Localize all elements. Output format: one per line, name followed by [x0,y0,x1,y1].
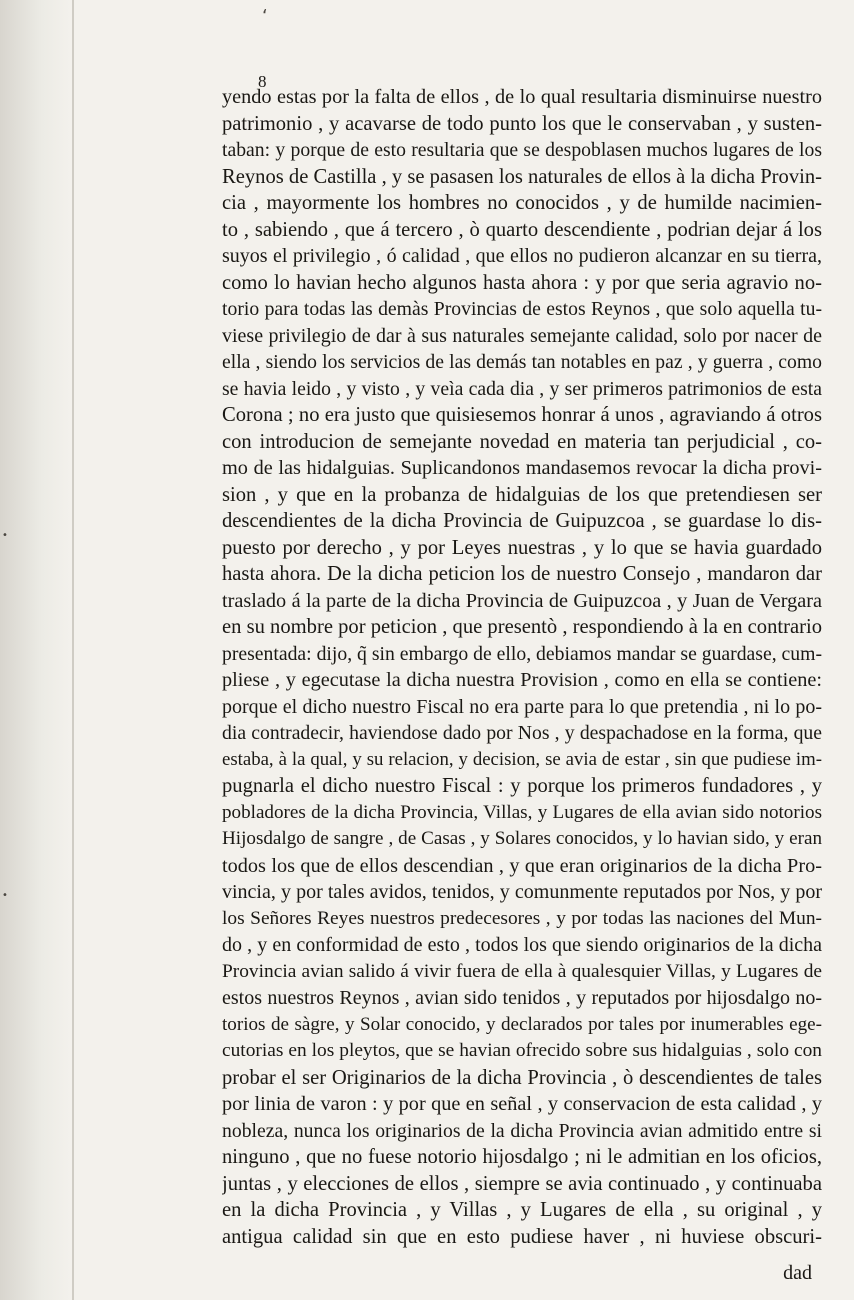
text-line: como lo havian hecho algunos hasta ahora : y por que seria agravio no- [222,271,822,294]
text-line: antigua calidad sin que en esto pudiese haver , ni huviese obscuri- [222,1225,822,1248]
text-line: nobleza, nunca los originarios de la dicha Provincia avian admitido entre si [222,1119,822,1142]
text-line: estos nuestros Reynos , avian sido tenidos , y reputados por hijosdalgo no- [222,987,822,1009]
text-line: pobladores de la dicha Provincia, Villas, y Lugares de ella avian sido notorios [222,801,822,823]
text-line: juntas , y elecciones de ellos , siempre se avia continuado , y continuaba [222,1172,822,1195]
spine-edge [72,0,74,1300]
text-line: estaba, à la qual, y su relacion, y decision, se avia de estar , sin que pudiese im- [222,748,822,770]
text-line: sion , y que en la probanza de hidalguias de los que pretendiesen ser [222,483,822,506]
text-line: cia , mayormente los hombres no conocidos , y de humilde nacimien- [222,192,822,214]
text-line: se havia leido , y visto , y veìa cada dia , y ser primeros patrimonios de esta [222,377,822,400]
text-line: torios de sàgre, y Solar conocido, y declarados por tales por inumerables ege- [222,1013,822,1035]
text-line: to , sabiendo , que á tercero , ò quarto descendiente , podrian dejar á los [222,218,822,241]
text-line: ninguno , que no fuese notorio hijosdalgo ; ni le admitian en los oficios, [222,1146,822,1168]
text-line: torio para todas las demàs Provincias de estos Reynos , que solo aquella tu- [222,298,822,320]
text-line: cutorias en los pleytos, que se havian ofrecido sobre sus hidalguias , solo con [222,1040,822,1061]
text-line: pugnarla el dicho nuestro Fiscal : y porque los primeros fundadores , y [222,775,822,797]
text-line: por linia de varon : y por que en señal , y conservacion de esta calidad , y [222,1093,822,1115]
text-line: probar el ser Originarios de la dicha Provincia , ò descendientes de tales [222,1066,822,1089]
text-line: Reynos de Castilla , y se pasasen los naturales de ellos à la dicha Provin- [222,165,822,188]
text-line: con introducion de semejante novedad en materia tan perjudicial , co- [222,430,822,453]
text-line: patrimonio , y acavarse de todo punto los que le conservaban , y susten- [222,112,822,135]
body-text [222,84,822,1250]
catchword: dad [783,1262,812,1284]
text-line: ella , siendo los servicios de las demás tan notables en paz , y guerra , como [222,351,822,373]
text-line: en su nombre por peticion , que presentò , respondiendo à la en contrario [222,616,822,638]
text-line: Hijosdalgo de sangre , de Casas , y Solares conocidos, y lo havian sido, y eran [222,828,822,849]
text-line: yendo estas por la falta de ellos , de lo qual resultaria disminuirse nuestro [222,86,822,108]
text-line: suyos el privilegio , ó calidad , que ellos no pudieron alcanzar en su tierra, [222,245,822,267]
text-line: en la dicha Provincia , y Villas , y Lugares de ella , su original , y [222,1199,822,1221]
text-line: descendientes de la dicha Provincia de Guipuzcoa , se guardase lo dis- [222,510,822,532]
margin-mark-top: ‘ [262,6,268,27]
binding-shadow [0,0,70,1300]
text-line: todos los que de ellos descendian , y que eran originarios de la dicha Pro- [222,854,822,877]
text-line: taban: y porque de esto resultaria que se despoblasen muchos lugares de los [222,139,822,161]
margin-mark-left-2: • [2,890,8,901]
text-line: Corona ; no era justo que quisiesemos honrar á unos , agraviando á otros [222,404,822,426]
text-line: Provincia avian salido á vivir fuera de ella à qualesquier Villas, y Lugares de [222,960,822,982]
page-number: 8 [258,72,267,91]
text-line: dia contradecir, haviendose dado por Nos , y despachadose en la forma, que [222,722,822,744]
text-line: puesto por derecho , y por Leyes nuestras , y lo que se havia guardado [222,536,822,559]
margin-mark-left-1: • [2,530,8,541]
text-line: presentada: dijo, q̃ sin embargo de ello, debiamos mandar se guardase, cum- [222,642,822,665]
text-line: hasta ahora. De la dicha peticion los de nuestro Consejo , mandaron dar [222,563,822,585]
text-line: do , y en conformidad de esto , todos los que siendo originarios de la dicha [222,934,822,956]
text-line: porque el dicho nuestro Fiscal no era parte para lo que pretendia , ni lo po- [222,695,822,718]
text-line: pliese , y egecutase la dicha nuestra Provision , como en ella se contiene: [222,669,822,691]
text-line: traslado á la parte de la dicha Provincia de Guipuzcoa , y Juan de Vergara [222,589,822,612]
text-line: mo de las hidalguias. Suplicandonos mandasemos revocar la dicha provi- [222,457,822,479]
text-line: los Señores Reyes nuestros predecesores , y por todas las naciones del Mun- [222,907,822,929]
text-line: vincia, y por tales avidos, tenidos, y comunmente reputados por Nos, y por [222,881,822,903]
text-line: viese privilegio de dar à sus naturales semejante calidad, solo por nacer de [222,324,822,347]
